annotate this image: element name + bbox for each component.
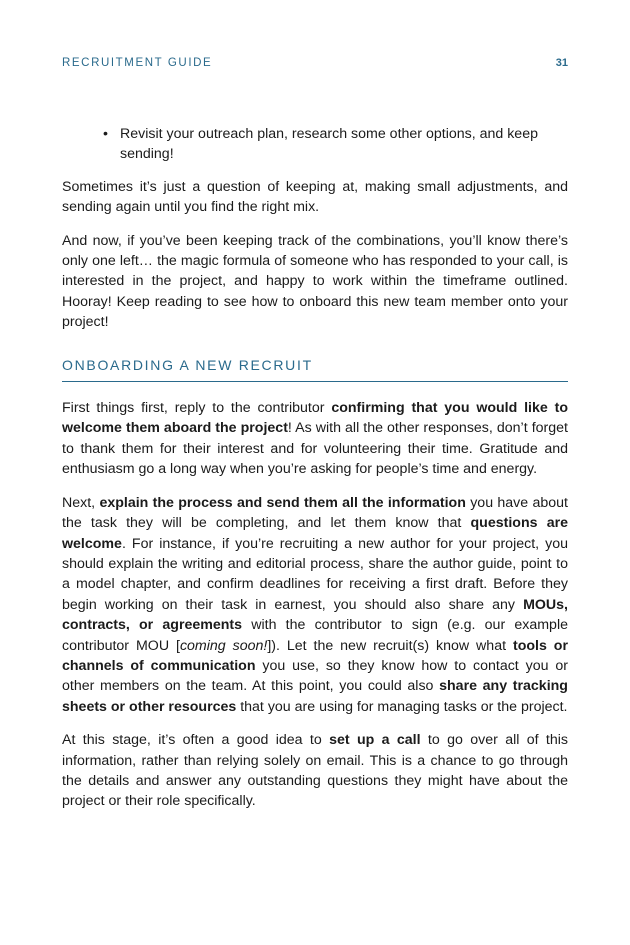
paragraph-1: Sometimes it’s just a question of keeping at, making small adjustments, and sending again until you find the right mix. xyxy=(62,178,568,216)
bold-run: MOUs, contracts, or agreements xyxy=(62,596,568,634)
text-run: Next, xyxy=(62,494,100,511)
paragraph-4 xyxy=(62,493,568,717)
bold-run: set up a call xyxy=(329,732,421,749)
text-run: to go over all of this information, rather than relying solely on email. This is a chance to go through the details and answer any outstanding questions they might have about the project or their role specifically. xyxy=(62,732,569,810)
bold-run: questions are welcome xyxy=(62,515,568,552)
page-body xyxy=(62,124,568,825)
bold-run: tools or channels of communication xyxy=(62,637,568,674)
text-run: you have about the task they will be completing, and let them know that xyxy=(62,494,568,532)
page-number: 31 xyxy=(555,57,568,69)
paragraph-2: And now, if you’ve been keeping track of the combinations, you’ll know there’s only one left… the magic formula of someone who has responded to your call, is interested in the project, and happy to work within the timeframe outlined. Hooray! Keep reading to see how to onboard this new team member onto your project! xyxy=(62,232,568,331)
bullet-icon: • xyxy=(103,126,108,142)
bold-run: confirming that you would like to welcome them aboard the project xyxy=(62,400,568,437)
text-run: At this stage, it’s often a good idea to xyxy=(62,732,330,749)
bold-run: explain the process and send them all the information xyxy=(99,494,466,511)
bullet-list xyxy=(62,124,568,165)
paragraph-3 xyxy=(62,398,568,480)
running-head: RECRUITMENT GUIDE xyxy=(62,57,213,69)
text-run: First things first, reply to the contributor xyxy=(62,400,332,417)
paragraph-5 xyxy=(62,730,568,812)
text-run: ! As with all the other responses, don’t forget to thank them for their interest and for volunteering their time. Gratitude and enthusiasm go a long way when you’re asking for people’s time and energy. xyxy=(62,420,568,478)
text-run: . For instance, if you’re recruiting a new author for your project, you should explain the writing and editorial process, share the author guide, point to a model chapter, and confirm deadlines for receiving a first draft. Before they begin working on their task in earnest, you should also share any xyxy=(62,535,568,613)
bullet-item xyxy=(62,124,568,165)
text-run: you use, so they know how to contact you or other members on the team. At this point, you could also xyxy=(62,657,568,695)
section-heading: ONBOARDING A NEW RECRUIT xyxy=(62,355,568,382)
italic-run: coming soon! xyxy=(179,637,268,654)
page-header xyxy=(62,55,568,71)
text-run: that you are using for managing tasks or the project. xyxy=(236,698,568,715)
text-run: ]). Let the new recruit(s) know what xyxy=(267,637,513,654)
bold-run: share any tracking sheets or other resources xyxy=(62,678,568,715)
text-run: with the contributor to sign (e.g. our example contributor MOU [ xyxy=(62,617,568,654)
bullet-text: Revisit your outreach plan, research some other options, and keep sending! xyxy=(120,126,538,163)
